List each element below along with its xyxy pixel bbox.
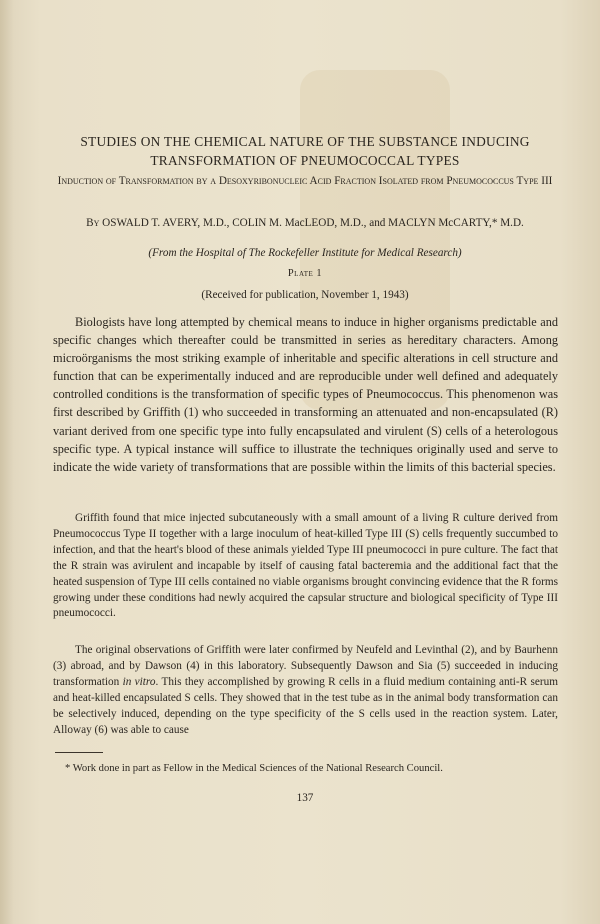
footnote-rule [55,752,103,753]
received-date: (Received for publication, November 1, 1943) [201,289,409,301]
paragraph-3-italic: in vitro [122,675,156,688]
footnote: * Work done in part as Fellow in the Medical Sciences of the National Research Council. [65,763,443,774]
body-paragraph-1: Biologists have long attempted by chemical means to induce in higher organisms predictable and specific changes which thereafter could be transmitted in series as hereditary characters. Among microörganisms the most striking example of inheritable and specific alterations in cell structure and function that can be experimentally induced and are reproducible under well defined and adequately controlled conditions is the transformation of specific types of Pneumococcus. This phenomenon was first described by Griffith (1) who succeeded in transforming an attenuated and non-encapsulated (R) variant derived from one specific type into fully encapsulated and virulent (S) cells of a heterologous specific type. A typical instance will suffice to illustrate the techniques originally used and serve to indicate the wide variety of transformations that are possible within the limits of this bacterial species. [53,315,558,474]
article-subtitle: Induction of Transformation by a Desoxyribonucleic Acid Fraction Isolated from Pneumococcus Type III [57,175,553,187]
paragraph-3-text-a: The original observations of Griffith were later confirmed by Neufeld and Levinthal (2), and by Baurhenn (3) abroad, and by Dawson (4) in this laboratory. Subsequently Dawson and Sia (5) succeeded in inducing transformation [53,644,558,688]
paragraph-3-text-b: . This they accomplished by growing R cells in a fluid medium containing anti-R serum and heat-killed encapsulated S cells. They showed that in the test tube as in the animal body transformation can be selectively induced, depending on the type specificity of the S cells used in the reaction system. Later, Alloway (6) was able to cause [53,675,558,736]
author-line [50,215,560,232]
article-title: STUDIES ON THE CHEMICAL NATURE OF THE SUBSTANCE INDUCING TRANSFORMATION OF PNEUMOCOCCAL TYPES [80,134,530,168]
author-prefix: By [86,217,100,229]
body-paragraph-2: Griffith found that mice injected subcutaneously with a small amount of a living R culture derived from Pneumococcus Type II together with a large inoculum of heat-killed Type III (S) cells frequently succumbed to infection, and that the heart's blood of these animals yielded Type III pneumococci in pure culture. The fact that the R strain was avirulent and incapable by itself of causing fatal bacteremia and the additional fact that the heated suspension of Type III cells contained no viable organisms brought convincing evidence that the R forms growing under these conditions had newly acquired the capsular structure and biological specificity of Type III pneumococci. [53,512,558,620]
page-number: 137 [296,792,314,804]
affiliation: (From the Hospital of The Rockefeller Institute for Medical Research) [148,247,462,259]
plate-label: Plate 1 [287,268,323,279]
author-names: OSWALD T. AVERY, M.D., COLIN M. MacLEOD, M.D., and MACLYN McCARTY,* M.D. [102,217,524,229]
body-paragraph-3 [53,643,558,738]
